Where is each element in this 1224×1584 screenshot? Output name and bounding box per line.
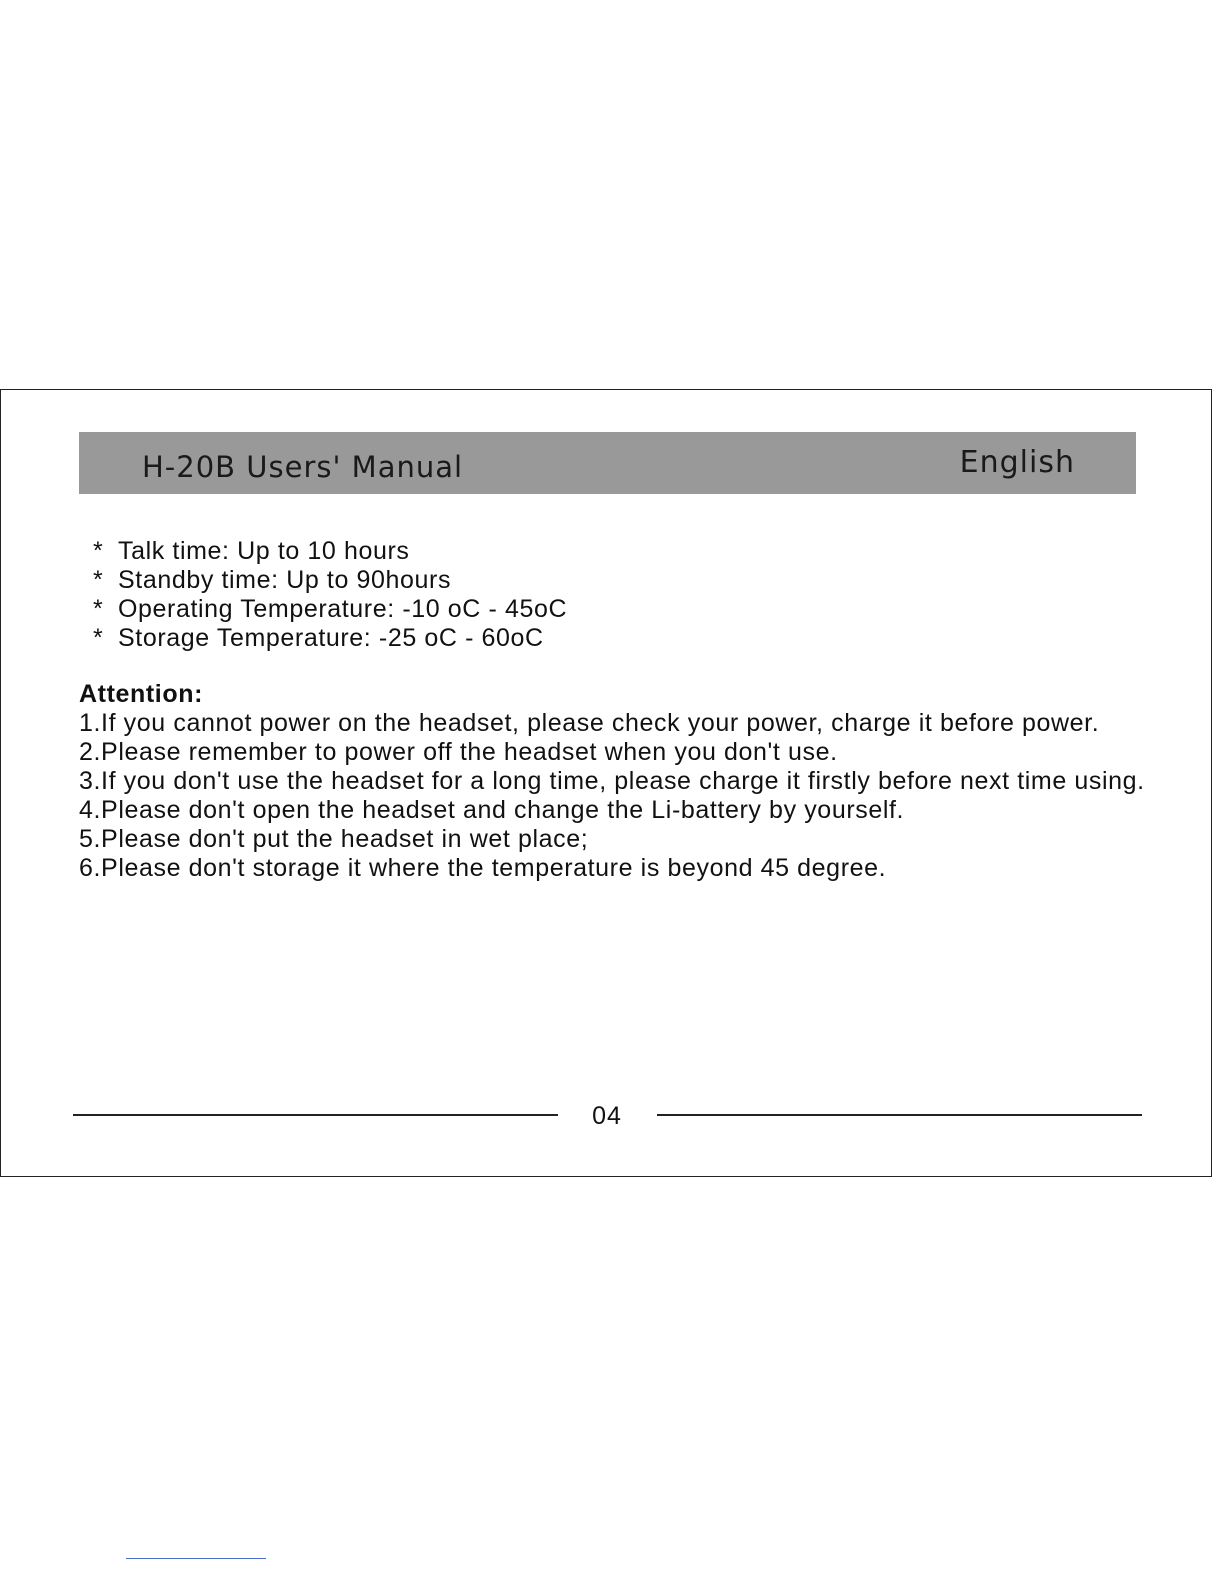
attention-item: 1.If you cannot power on the headset, please check your power, charge it before power. — [79, 709, 1100, 737]
spec-item — [93, 566, 567, 595]
spec-item — [93, 595, 567, 624]
footer-divider-right — [657, 1114, 1142, 1116]
spec-list — [93, 537, 567, 653]
spec-text: Standby time: Up to 90hours — [118, 566, 452, 594]
spec-text: Storage Temperature: -25 oC - 60oC — [118, 624, 544, 652]
attention-list — [79, 709, 1159, 883]
bullet-asterisk: * — [93, 537, 104, 565]
attention-item: 4.Please don't open the headset and change the Li-battery by yourself. — [79, 796, 905, 824]
spec-item — [93, 624, 567, 653]
language-label: English — [959, 445, 1075, 480]
bottom-rule — [126, 1558, 266, 1559]
header-bar — [79, 432, 1136, 494]
footer-divider-left — [73, 1114, 558, 1116]
attention-item: 3.If you don't use the headset for a long time, please charge it firstly before next time using. — [79, 767, 1145, 795]
spec-item — [93, 537, 567, 566]
spec-text: Operating Temperature: -10 oC - 45oC — [118, 595, 568, 623]
attention-heading: Attention: — [79, 680, 204, 708]
attention-item: 6.Please don't storage it where the temperature is beyond 45 degree. — [79, 854, 887, 882]
attention-section — [79, 680, 1159, 883]
bullet-asterisk: * — [93, 566, 104, 594]
bullet-asterisk: * — [93, 624, 104, 652]
manual-title: H-20B Users' Manual — [142, 450, 464, 484]
attention-item: 2.Please remember to power off the headset when you don't use. — [79, 738, 838, 766]
manual-page — [0, 389, 1212, 1177]
page-number: 04 — [592, 1102, 622, 1130]
bullet-asterisk: * — [93, 595, 104, 623]
spec-text: Talk time: Up to 10 hours — [118, 537, 410, 565]
attention-item: 5.Please don't put the headset in wet place; — [79, 825, 589, 853]
